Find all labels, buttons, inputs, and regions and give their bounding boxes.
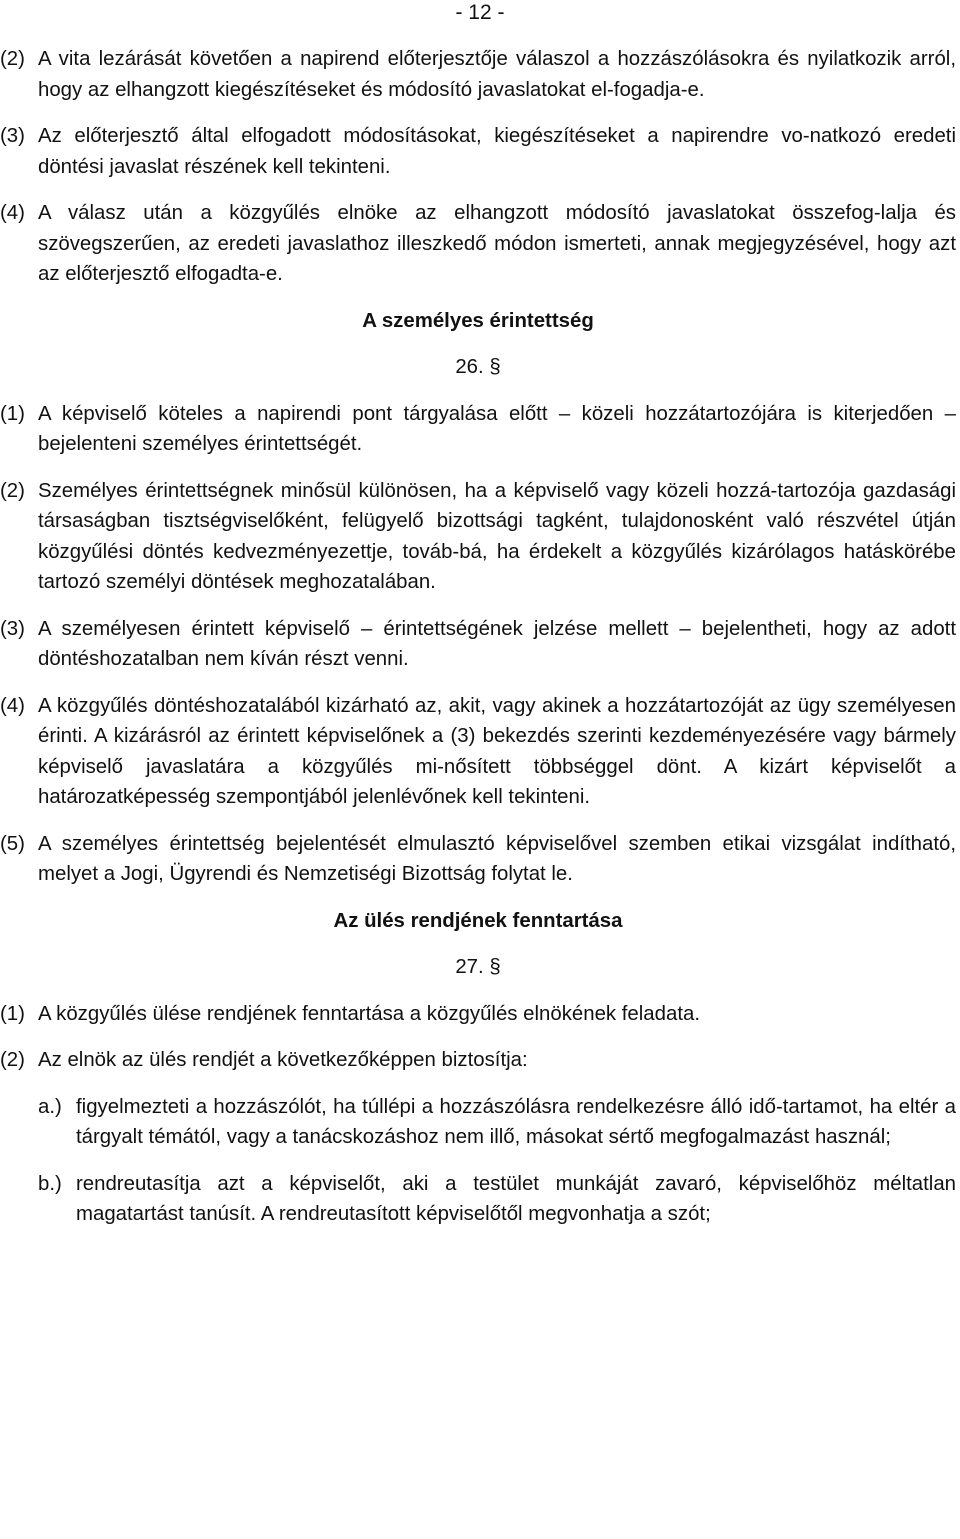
section-number: 27. §: [455, 956, 501, 978]
paragraph-number: (2): [0, 48, 25, 70]
paragraph-text: A közgyűlés ülése rendjének fenntartása a közgyűlés elnökének feladata.: [38, 1002, 700, 1025]
paragraph: [0, 999, 956, 1030]
section-number: 26. §: [455, 356, 501, 378]
paragraph-text: A közgyűlés döntéshozatalából kizárható az, akit, vagy akinek a hozzátartozóját az ügy személyesen érinti. A kizárásról az érintett képviselőnek a (3) bekezdés szerinti kezdeményezésére vagy bármely képviselő javaslatára a közgyűlés mi-nősített többséggel dönt. A kizárt képviselőt a határozatképesség szempontjából jelenlévőnek kell tekinteni.: [38, 694, 956, 808]
page-number: - 12 -: [455, 1, 505, 24]
paragraph: [0, 198, 956, 290]
paragraph-text: A képviselő köteles a napirendi pont tárgyalása előtt – közeli hozzátartozójára is kiterjedően – bejelenteni személyes érintettségét.: [38, 402, 956, 455]
paragraph-number: (1): [0, 1002, 25, 1025]
paragraph-number: (4): [0, 694, 25, 717]
paragraph-text: Az elnök az ülés rendjét a következőképpen biztosítja:: [38, 1049, 528, 1071]
document-body: [0, 44, 956, 1246]
paragraph-number: (3): [0, 617, 25, 640]
paragraph-text: A személyes érintettség bejelentését elmulasztó képviselővel szemben etikai vizsgálat indítható, melyet a Jogi, Ügyrendi és Nemzetiségi Bizottság folytat le.: [38, 832, 956, 885]
section-heading: A személyes érintettség: [362, 309, 594, 332]
paragraph: [0, 476, 956, 598]
list-item-label: a.): [38, 1095, 62, 1118]
paragraph: [0, 399, 956, 460]
list-item: [38, 1169, 956, 1230]
paragraph: [0, 1045, 956, 1076]
paragraph: [0, 829, 956, 890]
list-item: [38, 1092, 956, 1153]
paragraph-text: A vita lezárását követően a napirend előterjesztője válaszol a hozzászólásokra és nyilatkozik arról, hogy az elhangzott kiegészítéseket és módosító javaslatokat el-fogadja-e.: [38, 48, 956, 101]
paragraph-number: (4): [0, 202, 25, 224]
paragraph-number: (5): [0, 832, 25, 855]
paragraph: [0, 44, 956, 105]
list-item-text: figyelmezteti a hozzászólót, ha túllépi a hozzászólásra rendelkezésre álló idő-tartamot, ha eltér a tárgyalt témától, vagy a tanácskozáshoz nem illő, másokat sértő megfogalmazást használ;: [76, 1095, 956, 1148]
paragraph-number: (2): [0, 1049, 25, 1071]
paragraph-text: A válasz után a közgyűlés elnöke az elhangzott módosító javaslatokat összefog-lalja és szövegszerűen, az eredeti javaslathoz illeszkedő módon ismerteti, annak megjegyzésével, hogy azt az előterjesztő elfogadta-e.: [38, 202, 956, 285]
section-heading: Az ülés rendjének fenntartása: [333, 909, 623, 932]
paragraph: [0, 614, 956, 675]
paragraph-text: A személyesen érintett képviselő – érintettségének jelzése mellett – bejelentheti, hogy az adott döntéshozatalban nem kíván részt venni.: [38, 617, 956, 670]
paragraph-number: (1): [0, 402, 25, 425]
list-item-text: rendreutasítja azt a képviselőt, aki a testület munkáját zavaró, képviselőhöz méltatlan magatartást tanúsít. A rendreutasított képviselőtől megvonhatja a szót;: [76, 1172, 956, 1225]
paragraph-number: (2): [0, 479, 25, 502]
paragraph: [0, 121, 956, 182]
paragraph-text: Az előterjesztő által elfogadott módosításokat, kiegészítéseket a napirendre vo-natkozó eredeti döntési javaslat részének kell tekinteni.: [38, 125, 956, 178]
list-item-label: b.): [38, 1172, 62, 1195]
paragraph-number: (3): [0, 125, 25, 147]
paragraph: [0, 691, 956, 813]
paragraph-text: Személyes érintettségnek minősül különösen, ha a képviselő vagy közeli hozzá-tartozója gazdasági társaságban tisztségviselőként, felügyelő bizottsági tagként, tulajdonosként való részvétel útján közgyűlési döntés kedvezményezettje, továb-bá, ha érdekelt a közgyűlés kizárólagos hatáskörébe tartozó személyi döntések meghozatalában.: [38, 479, 956, 593]
